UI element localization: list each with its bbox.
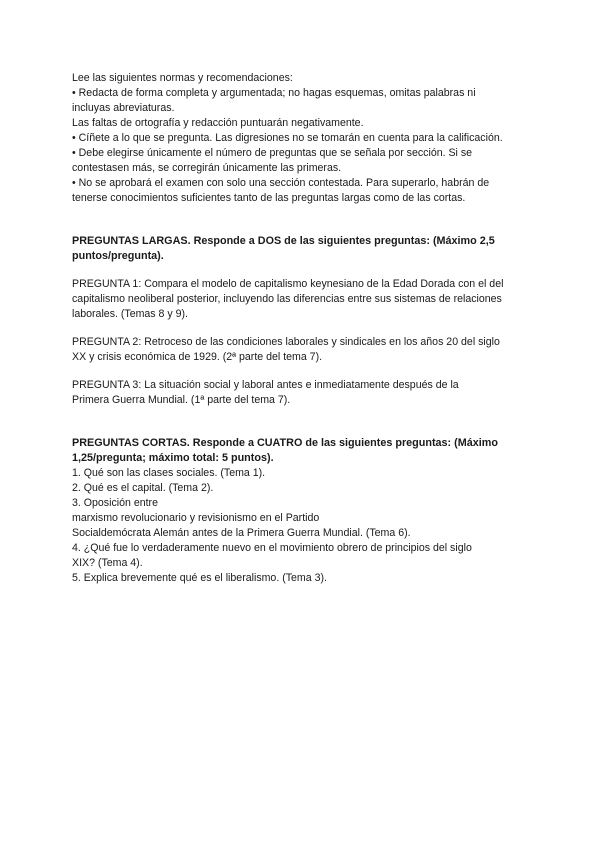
question-line: XX y crisis económica de 1929. (2ª parte del tema 7). (72, 351, 323, 363)
list-item: 4. ¿Qué fue lo verdaderamente nuevo en el movimiento obrero de principios del siglo (72, 542, 472, 554)
instruction-line: Las faltas de ortografía y redacción puntuarán negativamente. (72, 117, 364, 129)
spacer (72, 264, 534, 277)
list-item: XIX? (Tema 4). (72, 557, 143, 569)
spacer (72, 408, 534, 436)
short-questions-heading (72, 436, 534, 466)
instruction-line: • Redacta de forma completa y argumentada; no hagas esquemas, omitas palabras ni (72, 87, 476, 99)
question-line: PREGUNTA 2: Retroceso de las condiciones laborales y sindicales en los años 20 del siglo (72, 336, 500, 348)
instruction-line: contestasen más, se corregirán únicamente las primeras. (72, 162, 342, 174)
instruction-line: • Cíñete a lo que se pregunta. Las digresiones no se tomarán en cuenta para la calificación. (72, 132, 503, 144)
instructions-intro: Lee las siguientes normas y recomendaciones: (72, 72, 293, 84)
heading-line: puntos/pregunta). (72, 250, 164, 262)
question-line: PREGUNTA 1: Compara el modelo de capitalismo keynesiano de la Edad Dorada con el del (72, 278, 504, 290)
list-item: Socialdemócrata Alemán antes de la Primera Guerra Mundial. (Tema 6). (72, 527, 411, 539)
list-item: 3. Oposición entre (72, 497, 158, 509)
short-questions-list (72, 466, 534, 586)
heading-line: 1,25/pregunta; máximo total: 5 puntos). (72, 452, 274, 464)
question-line: PREGUNTA 3: La situación social y laboral antes e inmediatamente después de la (72, 379, 459, 391)
instruction-line: tenerse conocimientos suficientes tanto de las preguntas largas como de las cortas. (72, 192, 466, 204)
question-line: laborales. (Temas 8 y 9). (72, 308, 188, 320)
list-item: 2. Qué es el capital. (Tema 2). (72, 482, 214, 494)
heading-line: PREGUNTAS CORTAS. Responde a CUATRO de las siguientes preguntas: (Máximo (72, 437, 498, 449)
question-2 (72, 335, 534, 365)
spacer (72, 322, 534, 335)
instruction-line: • No se aprobará el examen con solo una sección contestada. Para superarlo, habrán de (72, 177, 490, 189)
spacer (72, 206, 534, 234)
question-line: capitalismo neoliberal posterior, incluyendo las diferencias entre sus sistemas de relaciones (72, 293, 502, 305)
list-item: 1. Qué son las clases sociales. (Tema 1). (72, 467, 266, 479)
heading-line: PREGUNTAS LARGAS. Responde a DOS de las siguientes preguntas: (Máximo 2,5 (72, 235, 495, 247)
list-item: 5. Explica brevemente qué es el liberalismo. (Tema 3). (72, 572, 327, 584)
question-1 (72, 277, 534, 322)
instruction-line: incluyas abreviaturas. (72, 102, 175, 114)
long-questions-heading (72, 234, 534, 264)
instructions-block (72, 71, 534, 206)
exam-page (72, 71, 534, 586)
spacer (72, 365, 534, 378)
instruction-line: • Debe elegirse únicamente el número de preguntas que se señala por sección. Si se (72, 147, 473, 159)
question-line: Primera Guerra Mundial. (1ª parte del tema 7). (72, 394, 291, 406)
question-3 (72, 378, 534, 408)
list-item: marxismo revolucionario y revisionismo en el Partido (72, 512, 320, 524)
